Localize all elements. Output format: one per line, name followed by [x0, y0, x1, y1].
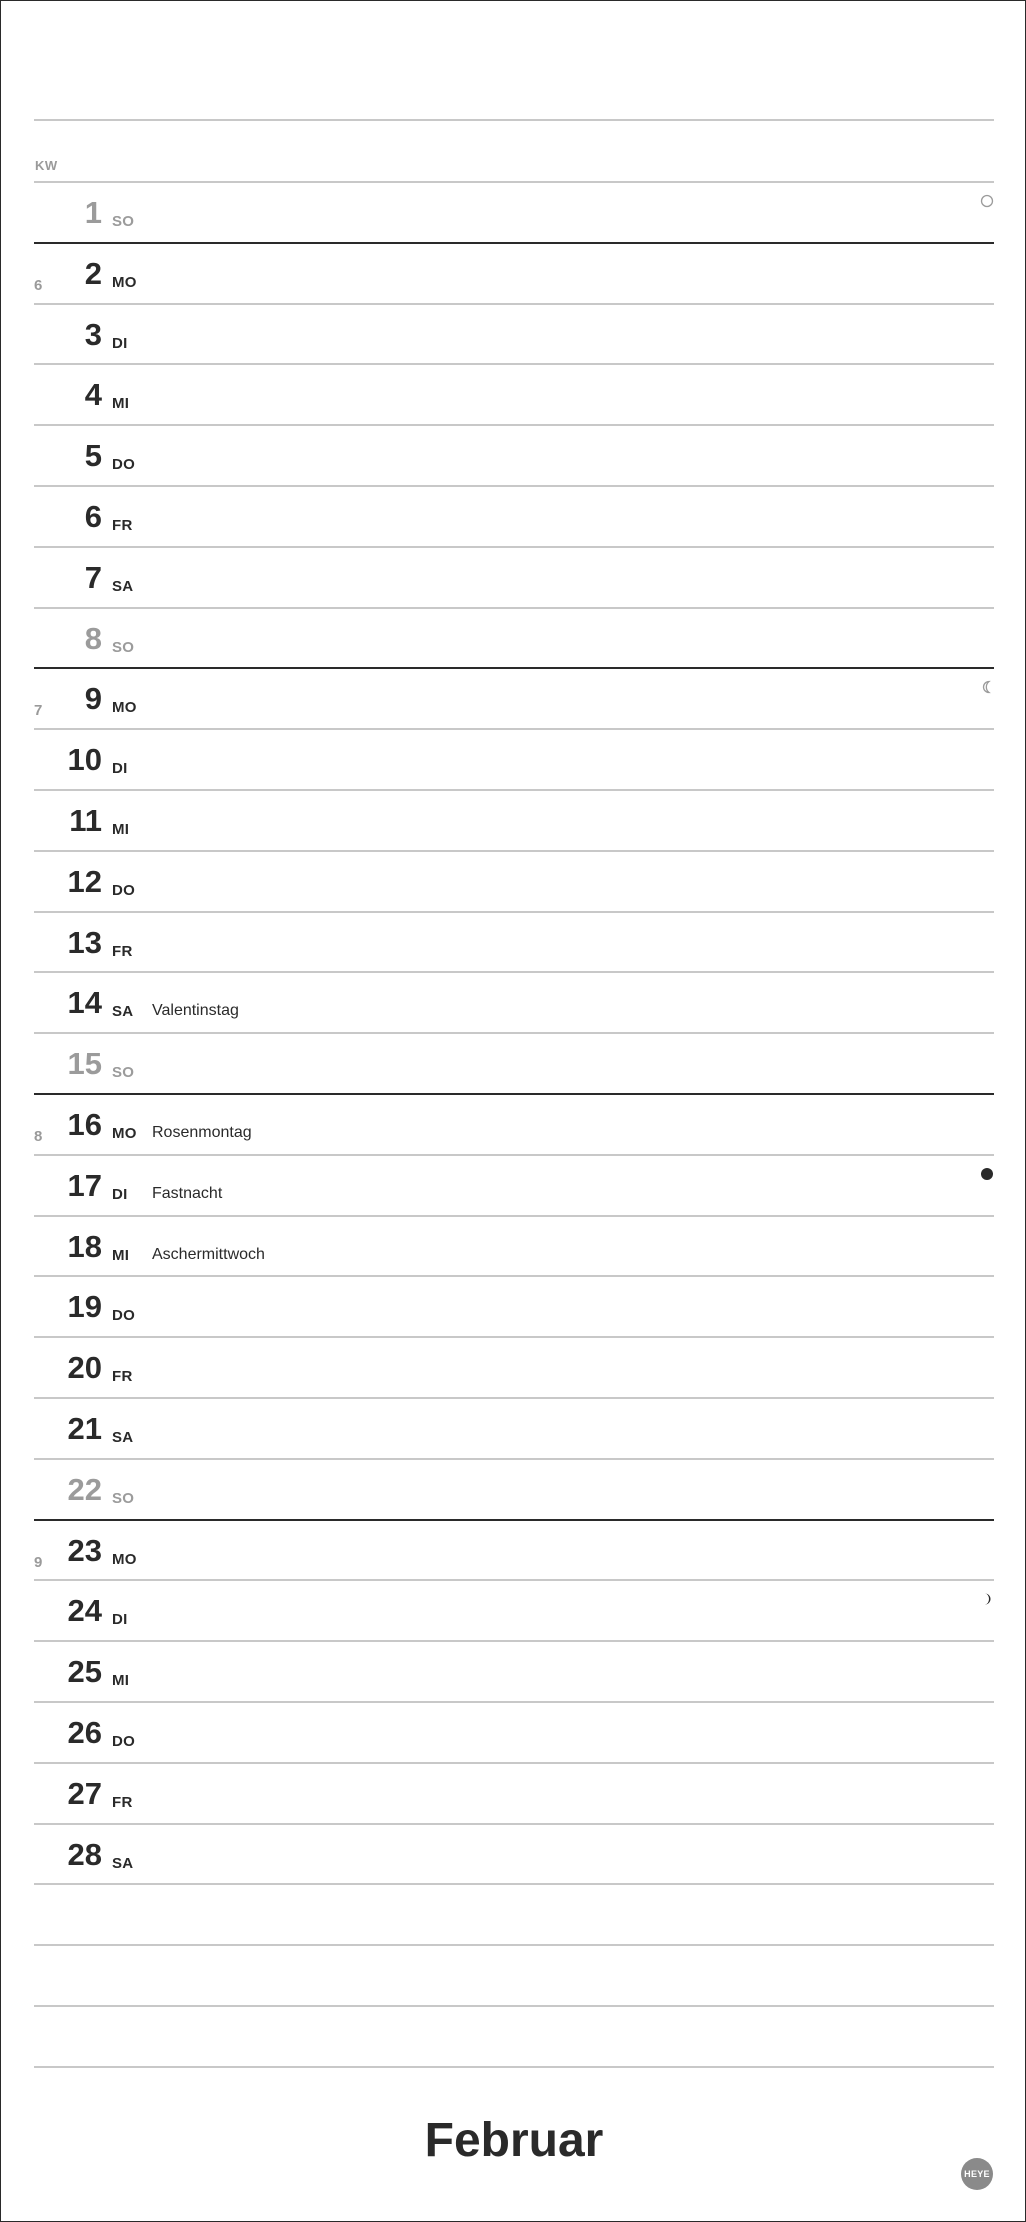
day-number: 12	[67, 864, 102, 899]
weekday-label: MI	[112, 1672, 130, 1689]
day-number: 14	[67, 985, 102, 1020]
day-row[interactable]	[34, 1337, 994, 1398]
weekday-label: MO	[112, 699, 137, 716]
day-number: 16	[67, 1107, 102, 1142]
weekday-label: DI	[112, 760, 128, 777]
day-number: 9	[84, 681, 102, 716]
day-row[interactable]	[34, 486, 994, 547]
day-row[interactable]	[34, 304, 994, 365]
full-moon-icon	[980, 194, 994, 208]
day-row[interactable]	[34, 1398, 994, 1459]
day-row[interactable]	[34, 1763, 994, 1824]
brand-logo: HEYE	[961, 2158, 993, 2190]
day-number: 19	[67, 1289, 102, 1324]
day-number: 17	[67, 1168, 102, 1203]
holiday-label: Aschermittwoch	[152, 1246, 265, 1263]
holiday-label: Rosenmontag	[152, 1124, 252, 1141]
header-rule-top	[34, 119, 994, 121]
day-row[interactable]	[34, 729, 994, 790]
weekday-label: SA	[112, 1429, 134, 1446]
day-number: 11	[69, 803, 102, 838]
day-number: 7	[84, 560, 102, 595]
day-row[interactable]	[34, 547, 994, 608]
day-row[interactable]	[34, 1824, 994, 1885]
day-row[interactable]	[34, 1641, 994, 1702]
day-row[interactable]	[34, 972, 994, 1033]
day-number: 13	[67, 925, 102, 960]
weekday-label: MI	[112, 1247, 130, 1264]
day-number: 25	[67, 1654, 102, 1689]
weekday-label: SA	[112, 1003, 134, 1020]
day-number: 15	[67, 1046, 102, 1081]
day-row[interactable]	[34, 1276, 994, 1337]
day-number: 28	[67, 1837, 102, 1872]
weekday-label: DO	[112, 1307, 136, 1324]
day-row[interactable]	[34, 1580, 994, 1641]
day-row[interactable]	[34, 1033, 994, 1094]
week-number: 9	[34, 1554, 43, 1571]
weekday-label: DO	[112, 456, 136, 473]
day-number: 21	[67, 1411, 102, 1446]
note-line	[34, 1944, 994, 1946]
day-number: 5	[84, 438, 102, 473]
weekday-label: MO	[112, 1125, 137, 1142]
day-row[interactable]	[34, 851, 994, 912]
weekday-label: DI	[112, 1611, 128, 1628]
weekday-label: MO	[112, 1551, 137, 1568]
day-number: 26	[67, 1715, 102, 1750]
day-number: 23	[67, 1533, 102, 1568]
weekday-label: FR	[112, 1794, 133, 1811]
weekday-label: FR	[112, 1368, 133, 1385]
day-number: 20	[67, 1350, 102, 1385]
day-number: 1	[84, 195, 102, 230]
day-row[interactable]	[34, 243, 994, 304]
day-row[interactable]	[34, 364, 994, 425]
day-row[interactable]	[34, 1216, 994, 1277]
month-title: Februar	[424, 2114, 604, 2167]
first-quarter-icon	[980, 1592, 994, 1606]
day-number: 27	[67, 1776, 102, 1811]
day-divider	[34, 1883, 994, 1885]
weekday-label: DO	[112, 1733, 136, 1750]
weekday-label: DO	[112, 882, 136, 899]
day-number: 3	[84, 317, 102, 352]
day-number: 22	[67, 1472, 102, 1507]
kw-header: KW	[35, 158, 58, 173]
day-number: 8	[84, 621, 102, 656]
day-row[interactable]	[34, 425, 994, 486]
week-number: 7	[34, 702, 43, 719]
weekday-label: FR	[112, 943, 133, 960]
day-row[interactable]	[34, 912, 994, 973]
day-row[interactable]	[34, 182, 994, 243]
note-line	[34, 2005, 994, 2007]
weekday-label: DI	[112, 335, 128, 352]
holiday-label: Fastnacht	[152, 1185, 223, 1202]
day-number: 4	[84, 377, 102, 412]
note-line	[34, 2066, 994, 2068]
week-number: 8	[34, 1128, 43, 1145]
weekday-label: SO	[112, 1490, 135, 1507]
day-row[interactable]	[34, 1094, 994, 1155]
day-row[interactable]	[34, 1702, 994, 1763]
day-row[interactable]	[34, 668, 994, 729]
weekday-label: MI	[112, 821, 130, 838]
weekday-label: FR	[112, 517, 133, 534]
day-row[interactable]	[34, 608, 994, 669]
holiday-label: Valentinstag	[152, 1002, 239, 1019]
day-row[interactable]	[34, 1520, 994, 1581]
day-number: 24	[67, 1593, 102, 1628]
day-row[interactable]	[34, 1155, 994, 1216]
weekday-label: SA	[112, 578, 134, 595]
weekday-label: SO	[112, 213, 135, 230]
day-number: 2	[84, 256, 102, 291]
weekday-label: MO	[112, 274, 137, 291]
weekday-label: SO	[112, 1064, 135, 1081]
weekday-label: SA	[112, 1855, 134, 1872]
weekday-label: SO	[112, 639, 135, 656]
day-number: 10	[67, 742, 102, 777]
weekday-label: DI	[112, 1186, 128, 1203]
new-moon-icon	[980, 1167, 994, 1181]
weekday-label: MI	[112, 395, 130, 412]
day-number: 18	[67, 1229, 102, 1264]
week-number: 6	[34, 277, 43, 294]
last-quarter-icon	[980, 680, 994, 694]
day-number: 6	[84, 499, 102, 534]
day-row[interactable]	[34, 790, 994, 851]
day-row[interactable]	[34, 1459, 994, 1520]
